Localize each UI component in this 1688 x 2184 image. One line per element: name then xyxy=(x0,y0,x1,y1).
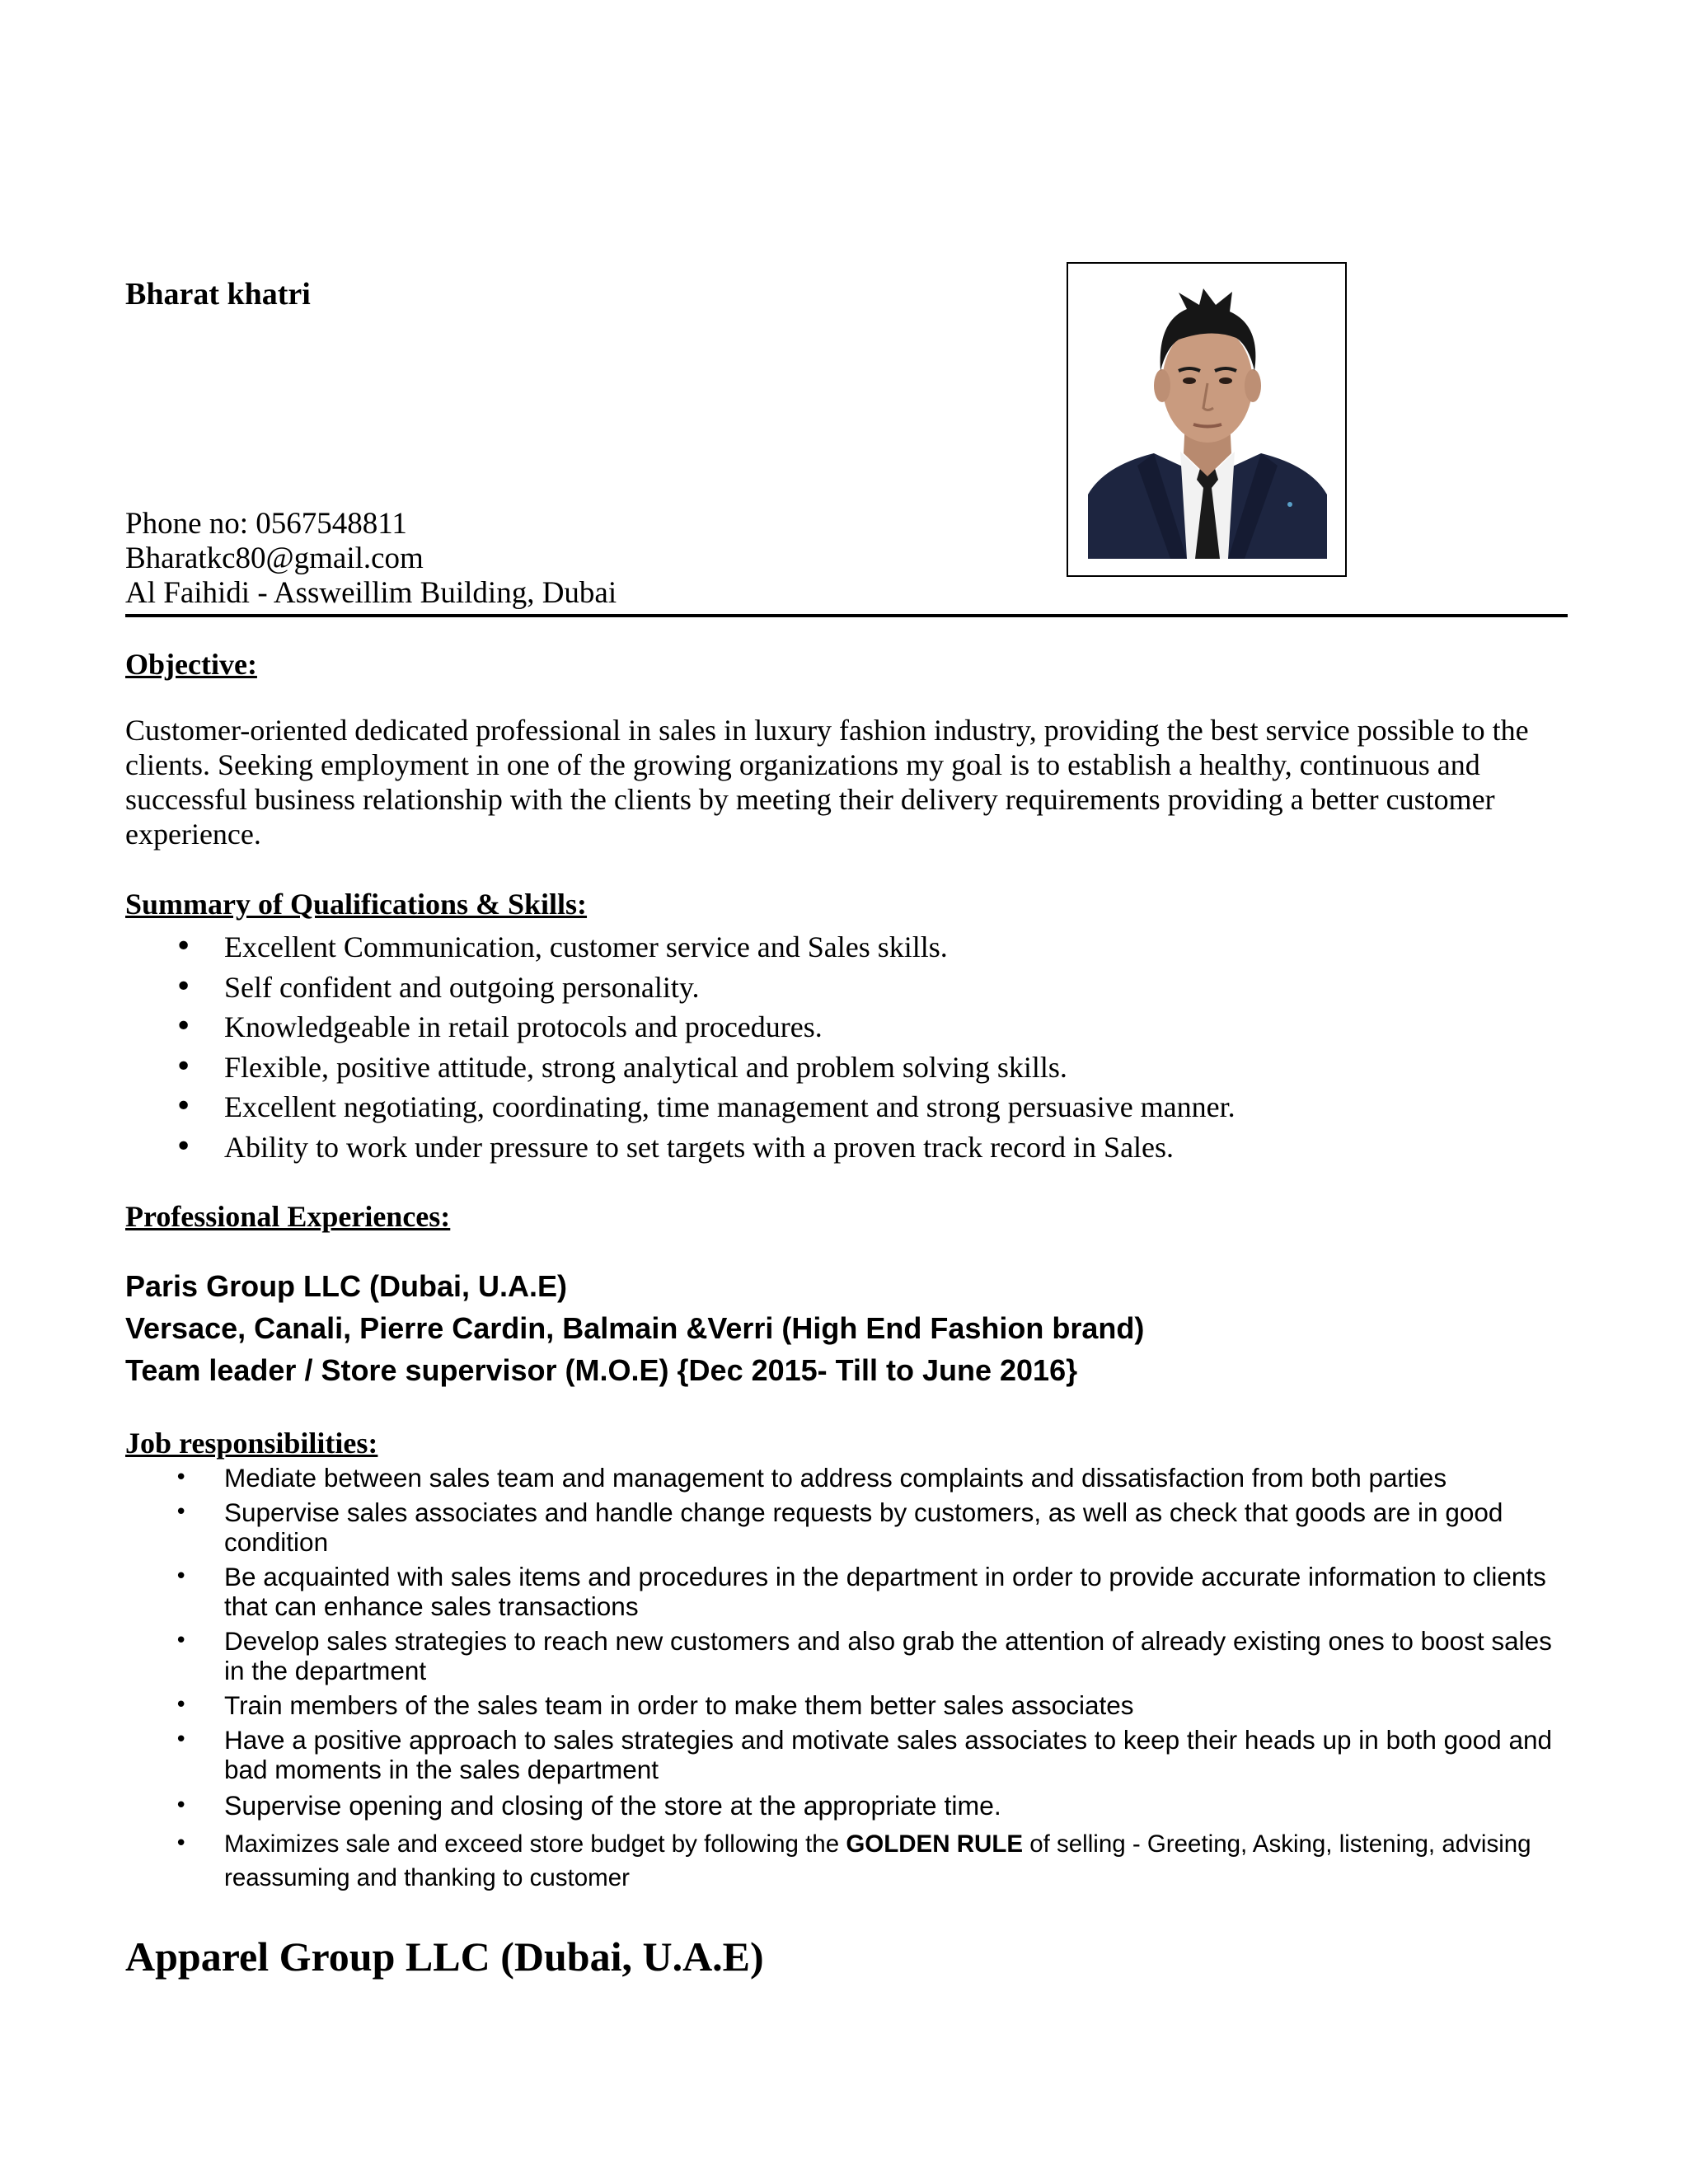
experience-heading: Professional Experiences: xyxy=(125,1200,451,1233)
responsibility-item: • Supervise opening and closing of the store at the appropriate time. xyxy=(175,1791,1001,1821)
skills-heading: Summary of Qualifications & Skills: xyxy=(125,888,588,921)
skill-item: • Ability to work under pressure to set targets with a proven track record in Sales. xyxy=(175,1129,1175,1164)
skill-item: • Excellent negotiating, coordinating, time management and strong persuasive manner. xyxy=(175,1090,1236,1123)
address-line: Al Faihidi - Assweillim Building, Dubai xyxy=(125,576,617,610)
skill-item: • Flexible, positive attitude, strong analytical and problem solving skills. xyxy=(175,1049,1067,1084)
skill-item: • Self confident and outgoing personality. xyxy=(175,969,700,1004)
portrait-illustration xyxy=(1088,288,1327,559)
skills-list xyxy=(125,927,1568,1167)
responsibility-item: • Train members of the sales team in order to make them better sales associates xyxy=(175,1690,1134,1720)
job-role: Team leader / Store supervisor (M.O.E) {Dec 2015- Till to June 2016} xyxy=(125,1353,1078,1387)
golden-rule-text: GOLDEN RULE xyxy=(846,1830,1024,1858)
skill-item: • Knowledgeable in retail protocols and procedures. xyxy=(175,1010,823,1043)
company-name: Paris Group LLC (Dubai, U.A.E) xyxy=(125,1269,568,1303)
responsibilities-list xyxy=(125,1463,1576,1900)
next-company-heading: Apparel Group LLC (Dubai, U.A.E) xyxy=(125,1933,764,1980)
profile-photo xyxy=(1088,288,1327,559)
company-block xyxy=(125,1265,1144,1391)
phone-line: Phone no: 0567548811 xyxy=(125,507,407,541)
responsibility-item: • Have a positive approach to sales strategies and motivate sales associates to keep their heads up in both good and bad moments in the sales department xyxy=(175,1725,1553,1784)
responsibility-item: • Mediate between sales team and management to address complaints and dissatisfaction from both parties xyxy=(175,1463,1447,1493)
responsibility-item: • Maximizes sale and exceed store budget by following the GOLDEN RULE of selling - Greeting, Asking, listening, advising reassuming and thanking to customer xyxy=(175,1830,1531,1891)
responsibilities-heading: Job responsibilities: xyxy=(125,1427,378,1460)
candidate-name: Bharat khatri xyxy=(125,277,311,312)
email-line: Bharatkc80@gmail.com xyxy=(125,541,424,575)
header-divider xyxy=(125,614,1568,617)
responsibility-item: • Develop sales strategies to reach new customers and also grab the attention of already existing ones to boost sales in the department xyxy=(175,1626,1552,1685)
responsibility-item: • Supervise sales associates and handle change requests by customers, as well as check that goods are in good condition xyxy=(175,1497,1503,1557)
profile-photo-frame xyxy=(1067,262,1347,577)
objective-text: Customer-oriented dedicated professional in sales in luxury fashion industry, providing the best service possible to the clients. Seeking employment in one of the growing organizations my goal is to establish a healthy, continuous and successful business relationship with the clients by meeting their delivery requirements providing a better customer experience. xyxy=(125,714,1529,851)
objective-heading: Objective: xyxy=(125,648,257,681)
company-brands: Versace, Canali, Pierre Cardin, Balmain &Verri (High End Fashion brand) xyxy=(125,1311,1145,1345)
contact-block xyxy=(125,507,617,611)
skill-item: • Excellent Communication, customer service and Sales skills. xyxy=(175,930,948,963)
responsibility-item: • Be acquainted with sales items and procedures in the department in order to provide accurate information to clients that can enhance sales transactions xyxy=(175,1562,1546,1621)
